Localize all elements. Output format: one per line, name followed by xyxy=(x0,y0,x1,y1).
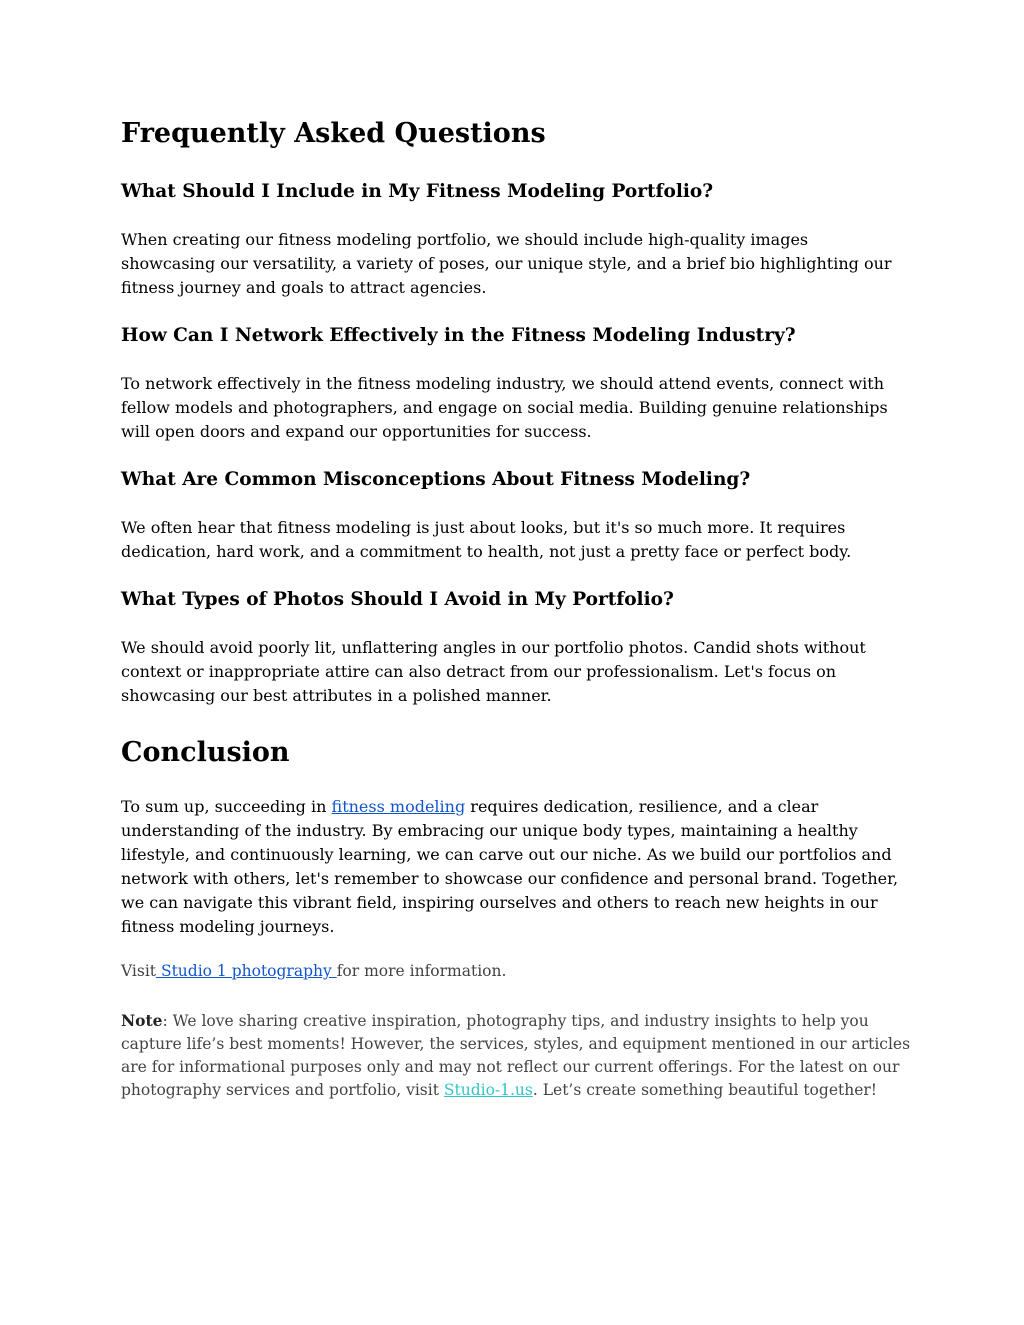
conclusion-line: we can navigate this vibrant field, inspiring ourselves and others to reach new heights in our xyxy=(121,893,878,912)
faq-answer-3-line: We often hear that fitness modeling is just about looks, but it's so much more. It requires xyxy=(121,518,846,537)
visit-line xyxy=(121,960,901,983)
faq-answer-1-line: fitness journey and goals to attract agencies. xyxy=(121,278,487,297)
note-text: photography services and portfolio, visit xyxy=(121,1081,444,1099)
faq-question-4: What Types of Photos Should I Avoid in My Portfolio? xyxy=(121,589,674,610)
faq-answer-3-line: dedication, hard work, and a commitment to health, not just a pretty face or perfect body. xyxy=(121,542,852,561)
faq-answer-2-line: will open doors and expand our opportunities for success. xyxy=(121,422,592,441)
visit-line-text xyxy=(121,960,901,983)
note-line: are for informational purposes only and may not reflect our current offerings. For the latest on our xyxy=(121,1058,900,1076)
conclusion-line xyxy=(121,795,901,819)
faq-answer-4-line: showcasing our best attributes in a polished manner. xyxy=(121,686,552,705)
note-line: capture life’s best moments! However, the services, styles, and equipment mentioned in our articles xyxy=(121,1035,911,1053)
faq-answer-4-line: context or inappropriate attire can also detract from our professionalism. Let's focus on xyxy=(121,662,837,681)
faq-answer-1-line: When creating our fitness modeling portfolio, we should include high-quality images xyxy=(121,230,809,249)
conclusion-line: lifestyle, and continuously learning, we can carve out our niche. As we build our portfolios and xyxy=(121,845,892,864)
faq-answer-1-line: showcasing our versatility, a variety of poses, our unique style, and a brief bio highlighting our xyxy=(121,254,892,273)
visit-text: Visit xyxy=(121,962,157,980)
fitness-modeling-link[interactable]: fitness modeling xyxy=(331,797,466,816)
conclusion-text: To sum up, succeeding in xyxy=(121,797,332,816)
faq-question-2: How Can I Network Effectively in the Fitness Modeling Industry? xyxy=(121,325,796,346)
conclusion-line: network with others, let's remember to showcase our confidence and personal brand. Together, xyxy=(121,869,899,888)
faq-heading: Frequently Asked Questions xyxy=(121,118,546,149)
conclusion-line: fitness modeling journeys. xyxy=(121,917,335,936)
note-label: Note xyxy=(121,1011,163,1030)
faq-answer-2 xyxy=(121,372,901,444)
faq-answer-4-line: We should avoid poorly lit, unflattering angles in our portfolio photos. Candid shots without xyxy=(121,638,866,657)
note-line xyxy=(121,1009,901,1033)
faq-answer-2-line: fellow models and photographers, and engage on social media. Building genuine relationships xyxy=(121,398,888,417)
faq-answer-2-line: To network effectively in the fitness modeling industry, we should attend events, connect with xyxy=(121,374,885,393)
studio-1-photography-link[interactable]: Studio 1 photography xyxy=(156,962,337,980)
note-line xyxy=(121,1079,901,1102)
faq-answer-1 xyxy=(121,228,901,300)
faq-question-3: What Are Common Misconceptions About Fitness Modeling? xyxy=(121,469,751,490)
visit-text: for more information. xyxy=(336,962,507,980)
faq-answer-3 xyxy=(121,516,901,564)
conclusion-heading: Conclusion xyxy=(121,737,290,768)
conclusion-line: understanding of the industry. By embracing our unique body types, maintaining a healthy xyxy=(121,821,858,840)
note-paragraph xyxy=(121,1009,911,1102)
faq-question-1: What Should I Include in My Fitness Modeling Portfolio? xyxy=(121,181,714,202)
note-text: . Let’s create something beautiful together! xyxy=(532,1081,878,1099)
faq-answer-4 xyxy=(121,636,901,708)
conclusion-text: requires dedication, resilience, and a clear xyxy=(465,797,819,816)
note-text: : We love sharing creative inspiration, photography tips, and industry insights to help you xyxy=(162,1012,869,1030)
studio-1-us-link[interactable]: Studio-1.us xyxy=(443,1081,533,1099)
conclusion-paragraph xyxy=(121,795,901,939)
